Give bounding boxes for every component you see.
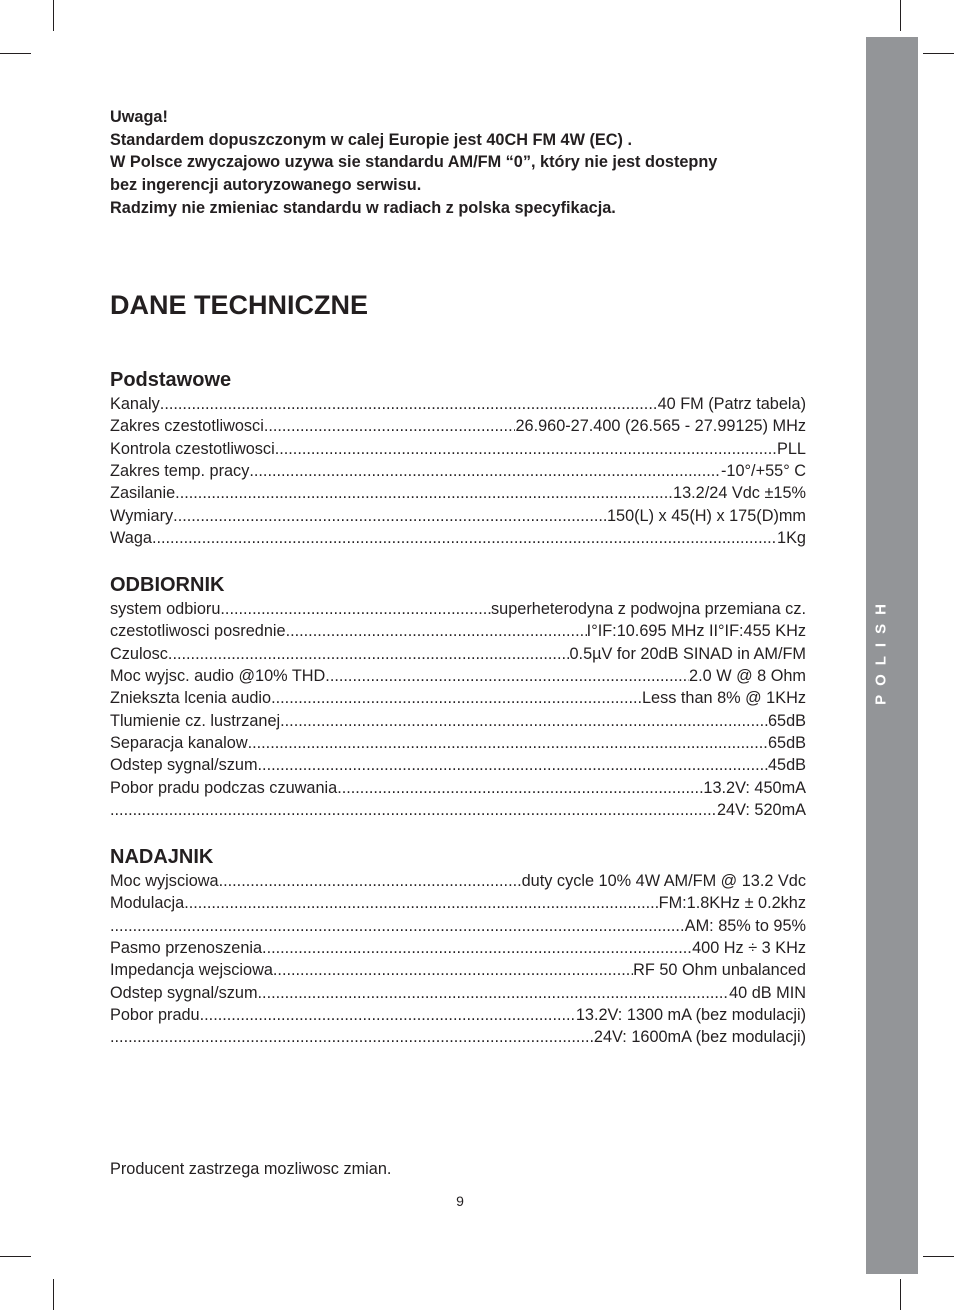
spec-row	[110, 959, 806, 981]
spec-value: superheterodyna z podwojna przemiana cz.	[491, 600, 806, 618]
spec-label: Separacja kanalow	[110, 734, 248, 753]
spec-value: -10°/+55° C	[721, 462, 806, 481]
leader-dots	[173, 505, 607, 527]
spec-label: Wymiary	[110, 506, 174, 525]
spec-value: 2.0 W @ 8 Ohm	[689, 667, 806, 686]
leader-dots	[175, 482, 673, 504]
spec-row	[110, 598, 806, 620]
spec-row	[110, 1004, 806, 1026]
spec-value: 13.2V: 1300 mA (bez modulacji)	[575, 1006, 806, 1025]
spec-value: 24V: 520mA	[717, 801, 806, 820]
spec-row	[110, 505, 806, 527]
notice-line: Uwaga!	[110, 108, 168, 126]
leader-dots	[220, 598, 491, 620]
leader-dots	[248, 732, 768, 754]
spec-section-basic	[110, 367, 806, 549]
spec-row	[110, 438, 806, 460]
section-heading: NADAJNIK	[110, 846, 214, 868]
spec-value: 65dB	[767, 711, 806, 730]
spec-section-receiver	[110, 572, 806, 821]
crop-mark	[900, 0, 901, 31]
spec-label: Zakres czestotliwosci	[110, 417, 264, 436]
leader-dots	[219, 870, 522, 892]
leader-dots	[275, 438, 777, 460]
footer-note: Producent zastrzega mozliwosc zmian.	[110, 1160, 392, 1178]
crop-mark	[0, 53, 31, 54]
page-number: 9	[456, 1193, 464, 1209]
spec-row	[110, 732, 806, 754]
spec-row	[110, 687, 806, 709]
spec-row	[110, 393, 806, 415]
spec-row	[110, 482, 806, 504]
spec-label: Zasilanie	[110, 484, 176, 503]
spec-value: 26.960-27.400 (26.565 - 27.99125) MHz	[515, 417, 806, 436]
language-tab-label: POLISH	[872, 595, 890, 705]
spec-value: 400 Hz ÷ 3 KHz	[692, 939, 806, 958]
leader-dots	[271, 687, 642, 709]
notice-line: Standardem dopuszczonym w calej Europie jest 40CH FM 4W (EC) .	[110, 130, 633, 149]
spec-label: Pasmo przenoszenia	[110, 939, 263, 958]
spec-row	[110, 710, 806, 732]
leader-dots	[110, 799, 717, 821]
leader-dots	[110, 1026, 594, 1048]
spec-value: Less than 8% @ 1KHz	[641, 689, 806, 708]
spec-label: system odbioru	[110, 600, 221, 618]
crop-mark	[53, 1279, 54, 1310]
spec-label: Moc wyjsc. audio @10% THD	[110, 667, 326, 686]
leader-dots	[337, 777, 703, 799]
leader-dots	[249, 460, 721, 482]
leader-dots	[258, 982, 730, 1004]
leader-dots	[286, 620, 587, 642]
leader-dots	[264, 415, 516, 437]
spec-label: Modulacja	[110, 894, 185, 913]
spec-label: Zakres temp. pracy	[110, 462, 250, 481]
crop-mark	[53, 0, 54, 31]
spec-row	[110, 754, 806, 776]
crop-mark	[0, 1256, 31, 1257]
spec-value: 1Kg	[777, 529, 806, 548]
spec-row	[110, 777, 806, 799]
leader-dots	[280, 710, 768, 732]
notice-line: Radzimy nie zmieniac standardu w radiach z polska specyfikacja.	[110, 198, 616, 217]
spec-label: Kontrola czestotliwosci	[110, 439, 275, 458]
spec-value: I°IF:10.695 MHz II°IF:455 KHz	[586, 622, 806, 641]
spec-label: Impedancja wejsciowa	[110, 961, 273, 980]
spec-value: RF 50 Ohm unbalanced	[633, 961, 806, 980]
spec-row	[110, 415, 806, 437]
spec-value: 13.2/24 Vdc ±15%	[673, 484, 806, 503]
notice-line: W Polsce zwyczajowo uzywa sie standardu AM/FM “0”, który nie jest dostepny	[110, 153, 718, 172]
spec-value: 65dB	[767, 734, 806, 753]
spec-value: AM: 85% to 95%	[684, 916, 806, 935]
spec-row	[110, 620, 806, 642]
spec-value: 150(L) x 45(H) x 175(D)mm	[606, 506, 806, 525]
leader-dots	[152, 527, 777, 549]
leader-dots	[273, 959, 633, 981]
spec-value: PLL	[777, 439, 806, 458]
spec-value: FM:1.8KHz ± 0.2khz	[658, 894, 806, 913]
leader-dots	[262, 937, 692, 959]
spec-label: Waga	[110, 529, 152, 548]
spec-row	[110, 665, 806, 687]
spec-row	[110, 915, 806, 937]
spec-value: 24V: 1600mA (bez modulacji)	[593, 1028, 806, 1047]
spec-row	[110, 799, 806, 821]
spec-label: Odstep sygnal/szum	[110, 756, 258, 775]
spec-row	[110, 643, 806, 665]
spec-label: Pobor pradu	[110, 1006, 200, 1025]
spec-row	[110, 870, 806, 892]
spec-label: Kanaly	[110, 395, 160, 413]
spec-row	[110, 527, 806, 549]
leader-dots	[325, 665, 689, 687]
leader-dots	[184, 892, 658, 914]
spec-label: Odstep sygnal/szum	[110, 983, 258, 1002]
crop-mark	[923, 53, 954, 54]
section-heading: Podstawowe	[110, 369, 232, 391]
leader-dots	[258, 754, 768, 776]
leader-dots	[110, 915, 685, 937]
spec-label: Pobor pradu podczas czuwania	[110, 778, 338, 797]
crop-mark	[923, 1256, 954, 1257]
spec-row	[110, 982, 806, 1004]
spec-row	[110, 460, 806, 482]
spec-row	[110, 892, 806, 914]
spec-label: Czulosc	[110, 644, 168, 663]
crop-mark	[900, 1279, 901, 1310]
leader-dots	[168, 643, 570, 665]
spec-label: Moc wyjsciowa	[110, 872, 219, 890]
spec-label: Zniekszta lcenia audio	[110, 689, 272, 708]
section-heading: ODBIORNIK	[110, 574, 225, 596]
spec-value: 0.5µV for 20dB SINAD in AM/FM	[569, 644, 806, 663]
leader-dots	[200, 1004, 576, 1026]
spec-label: Tlumienie cz. lustrzanej	[110, 711, 281, 730]
notice-line: bez ingerencji autoryzowanego serwisu.	[110, 176, 422, 195]
spec-section-transmitter	[110, 844, 806, 1049]
spec-row	[110, 937, 806, 959]
notice-block	[110, 106, 830, 220]
spec-row	[110, 1026, 806, 1048]
spec-value: 45dB	[767, 756, 806, 775]
spec-value: 13.2V: 450mA	[703, 778, 806, 797]
leader-dots	[160, 393, 658, 415]
spec-value: 40 dB MIN	[729, 983, 806, 1002]
spec-value: duty cycle 10% 4W AM/FM @ 13.2 Vdc	[521, 872, 806, 890]
page-title: DANE TECHNICZNE	[110, 290, 369, 320]
spec-value: 40 FM (Patrz tabela)	[657, 395, 806, 413]
spec-label: czestotliwosci posrednie	[110, 622, 286, 641]
